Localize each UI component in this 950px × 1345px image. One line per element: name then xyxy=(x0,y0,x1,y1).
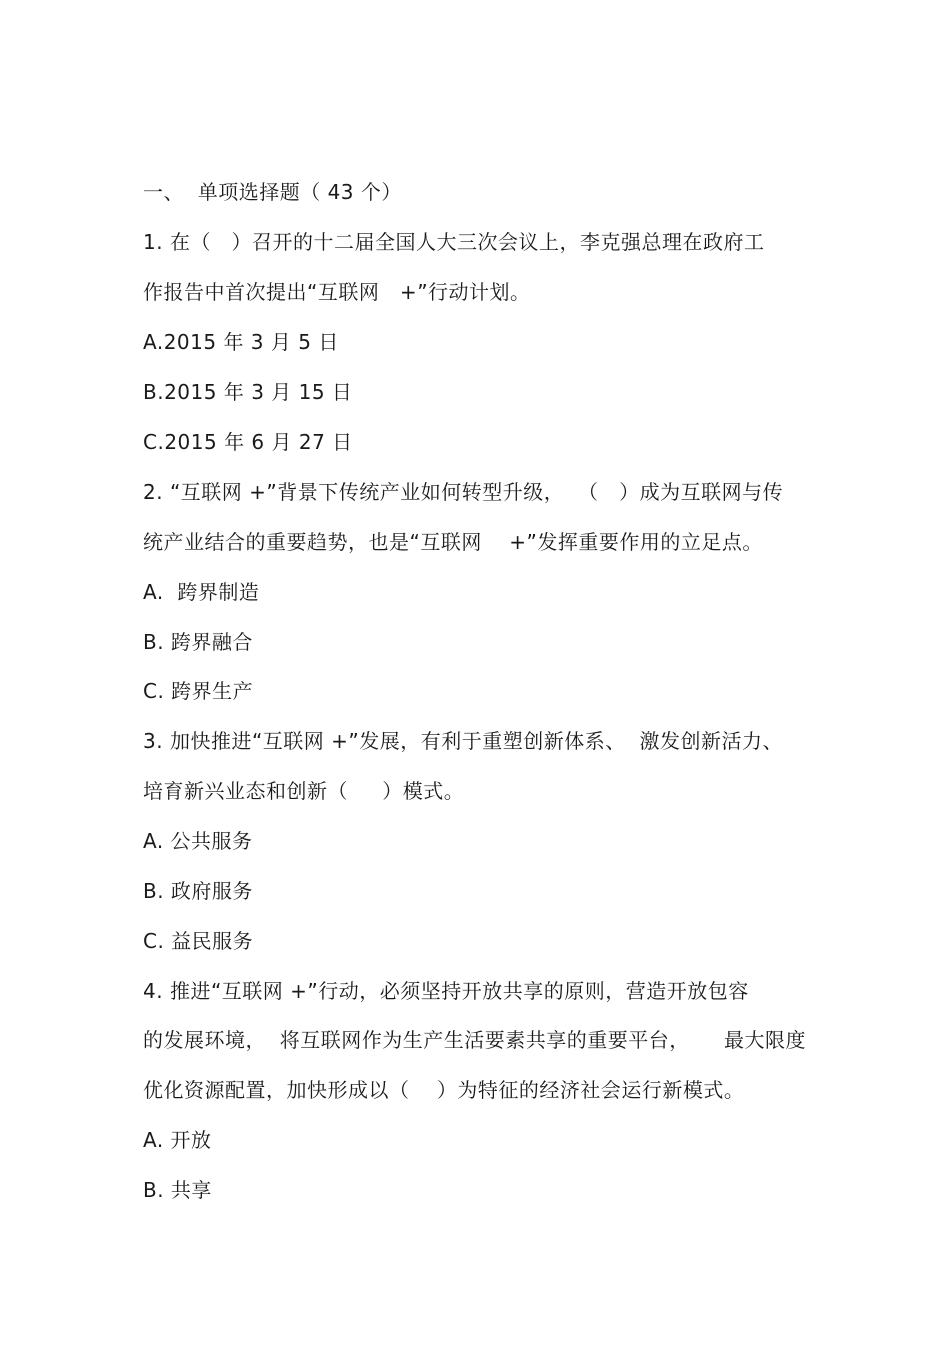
question-4-stem-line-3: 优化资源配置，加快形成以（ ）为特征的经济社会运行新模式。 xyxy=(143,1078,745,1102)
question-3-option-b: B. 政府服务 xyxy=(143,879,253,903)
question-1-option-b: B.2015 年 3 月 15 日 xyxy=(143,380,353,404)
question-2-option-a: A. 跨界制造 xyxy=(143,580,260,604)
question-2-option-b: B. 跨界融合 xyxy=(143,630,253,654)
question-4-stem-line-1: 4. 推进“互联网 +”行动，必须坚持开放共享的原则，营造开放包容 xyxy=(143,979,749,1003)
question-2-stem-line-1: 2. “互联网 +”背景下传统产业如何转型升级， （ ）成为互联网与传 xyxy=(143,480,784,504)
question-3-option-a: A. 公共服务 xyxy=(143,829,253,853)
section-heading: 一、 单项选择题（ 43 个） xyxy=(143,180,402,204)
question-1-stem-line-1: 1. 在（ ）召开的十二届全国人大三次会议上，李克强总理在政府工 xyxy=(143,230,765,254)
question-4-option-a: A. 开放 xyxy=(143,1128,212,1152)
question-3-stem-line-2: 培育新兴业态和创新（ ）模式。 xyxy=(143,779,465,803)
question-2-option-c: C. 跨界生产 xyxy=(143,679,254,703)
question-4-option-b: B. 共享 xyxy=(143,1178,212,1202)
question-1-stem-line-2: 作报告中首次提出“互联网 +”行动计划。 xyxy=(143,280,531,304)
question-3-option-c: C. 益民服务 xyxy=(143,929,254,953)
question-2-stem-line-2: 统产业结合的重要趋势，也是“互联网 +”发挥重要作用的立足点。 xyxy=(143,530,763,554)
question-3-stem-line-1: 3. 加快推进“互联网 +”发展，有利于重塑创新体系、 激发创新活力、 xyxy=(143,729,783,753)
question-4-stem-line-2: 的发展环境， 将互联网作为生产生活要素共享的重要平台， 最大限度 xyxy=(143,1028,807,1052)
question-1-option-c: C.2015 年 6 月 27 日 xyxy=(143,430,353,454)
question-1-option-a: A.2015 年 3 月 5 日 xyxy=(143,330,339,354)
